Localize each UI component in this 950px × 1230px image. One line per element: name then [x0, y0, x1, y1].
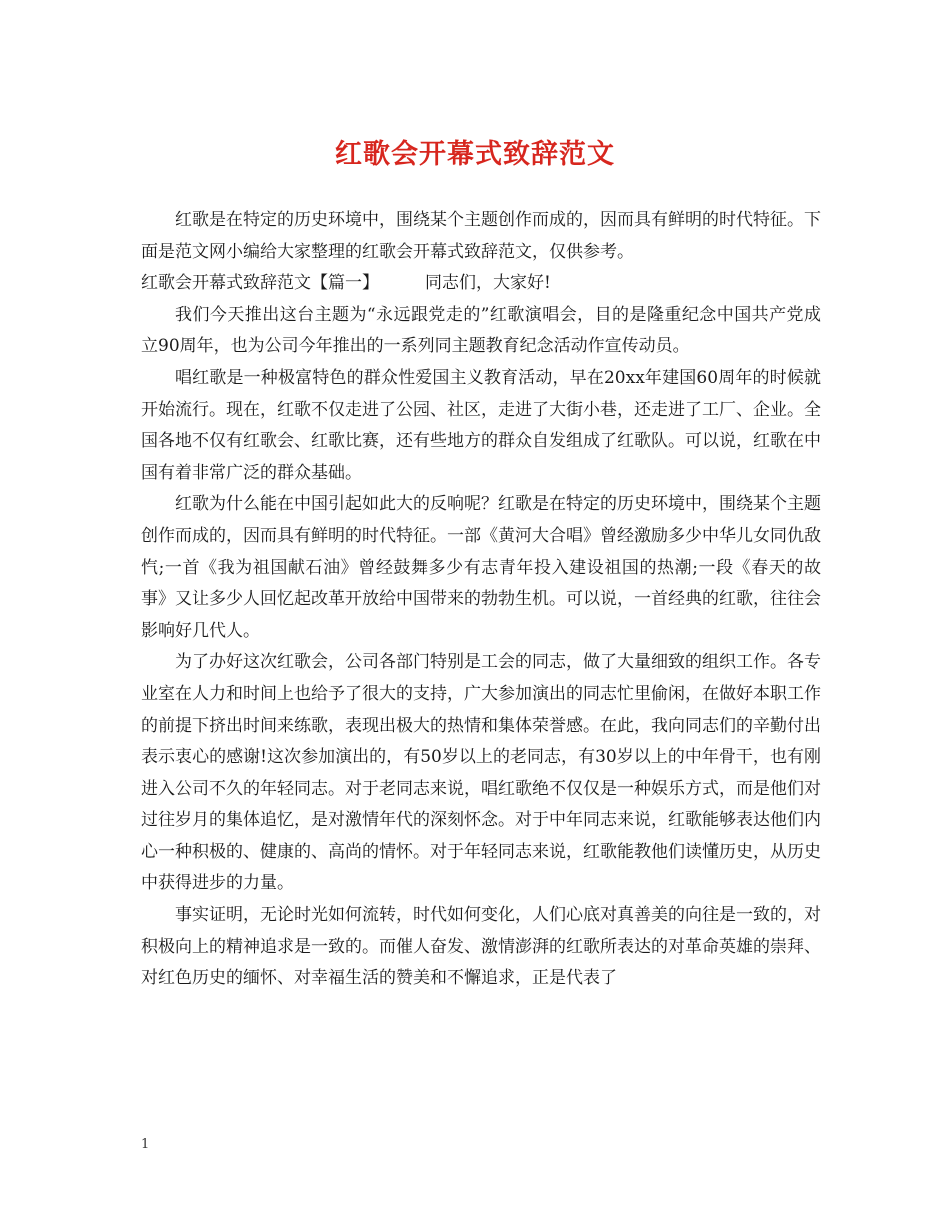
body-paragraph: 为了办好这次红歌会，公司各部门特别是工会的同志，做了大量细致的组织工作。各专业室在人力和时间上也给予了很大的支持，广大参加演出的同志忙里偷闲，在做好本职工作的前提下挤出时间来练歌，表现出极大的热情和集体荣誉感。在此，我向同志们的辛勤付出表示衷心的感谢!这次参加演出的，有50岁以上的老同志，有30岁以上的中年骨干，也有刚进入公司不久的年轻同志。对于老同志来说，唱红歌绝不仅仅是一种娱乐方式，而是他们对过往岁月的集体追忆，是对激情年代的深刻怀念。对于中年同志来说，红歌能够表达他们内心一种积极的、健康的、高尚的情怀。对于年轻同志来说，红歌能教他们读懂历史，从历史中获得进步的力量。 — [141, 652, 821, 894]
body-paragraph: 事实证明，无论时光如何流转，时代如何变化，人们心底对真善美的向往是一致的，对积极向上的精神追求是一致的。而催人奋发、激情澎湃的红歌所表达的对革命英雄的崇拜、对红色历史的缅怀、对幸福生活的赞美和不懈追求，正是代表了 — [141, 905, 821, 989]
body-paragraph: 我们今天推出这台主题为“永远跟党走的”红歌演唱会，目的是隆重纪念中国共产党成立90周年，也为公司今年推出的一系列同主题教育纪念活动作宣传动员。 — [141, 304, 821, 357]
section-heading-line — [141, 268, 821, 300]
body-paragraph: 红歌为什么能在中国引起如此大的反响呢？红歌是在特定的历史环境中，围绕某个主题创作而成的，因而具有鲜明的时代特征。一部《黄河大合唱》曾经激励多少中华儿女同仇敌忾;一首《我为祖国献石油》曾经鼓舞多少有志青年投入建设祖国的热潮;一段《春天的故事》又让多少人回忆起改革开放给中国带来的勃勃生机。可以说，一首经典的红歌，往往会影响好几代人。 — [141, 494, 821, 641]
document-title: 红歌会开幕式致辞范文 — [335, 139, 615, 170]
section-heading: 红歌会开幕式致辞范文【篇一】 — [141, 273, 379, 294]
greeting: 同志们，大家好! — [425, 273, 551, 294]
document-body — [141, 205, 821, 995]
intro-paragraph: 红歌是在特定的历史环境中，围绕某个主题创作而成的，因而具有鲜明的时代特征。下面是范文网小编给大家整理的红歌会开幕式致辞范文，仅供参考。 — [141, 210, 821, 262]
page-number: 1 — [141, 1137, 150, 1152]
body-paragraph: 唱红歌是一种极富特色的群众性爱国主义教育活动，早在20xx年建国60周年的时候就开始流行。现在，红歌不仅走进了公园、社区，走进了大街小巷，还走进了工厂、企业。全国各地不仅有红歌会、红歌比赛，还有些地方的群众自发组成了红歌队。可以说，红歌在中国有着非常广泛的群众基础。 — [141, 367, 821, 483]
